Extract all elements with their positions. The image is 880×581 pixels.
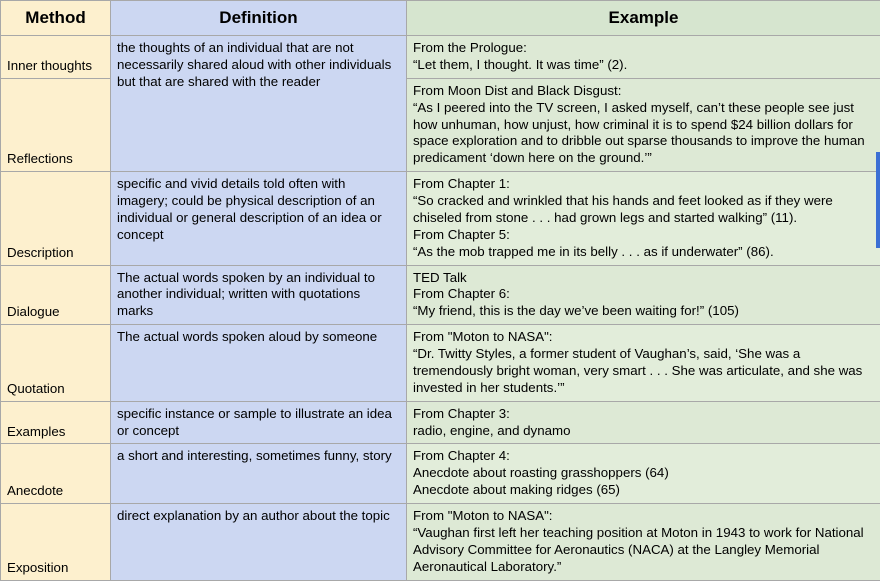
selection-accent-bar	[876, 152, 880, 248]
method-name: Reflections	[1, 78, 111, 171]
method-name: Quotation	[1, 325, 111, 402]
example-source: From Chapter 5:	[413, 227, 874, 244]
table-row	[1, 504, 880, 581]
definition-text: specific instance or sample to illustrate an idea or concept	[111, 401, 407, 444]
example-text: “Vaughan first left her teaching position at Moton in 1943 to work for National Advisory Committee for Aeronautics (NACA) at the Langley Memorial Aeronautical Laboratory.”	[413, 525, 874, 576]
example-source: From Chapter 1:	[413, 176, 874, 193]
example-text: Anecdote about making ridges (65)	[413, 482, 874, 499]
example-source: From "Moton to NASA":	[413, 329, 874, 346]
column-header-definition: Definition	[111, 1, 407, 36]
table-row	[1, 401, 880, 444]
method-name: Inner thoughts	[1, 36, 111, 79]
definition-text: direct explanation by an author about the topic	[111, 504, 407, 581]
example-text: “Let them, I thought. It was time” (2).	[413, 57, 874, 74]
definition-text: The actual words spoken by an individual to another individual; written with quotations marks	[111, 265, 407, 325]
table-header-row	[1, 1, 880, 36]
example-cell	[407, 265, 880, 325]
example-source: From Chapter 6:	[413, 286, 874, 303]
method-name: Description	[1, 172, 111, 265]
example-text: “Dr. Twitty Styles, a former student of Vaughan’s, said, ‘She was a tremendously bright woman, very smart . . . She was articulate, and she was invested in her students.’”	[413, 346, 874, 397]
example-source: From Moon Dist and Black Disgust:	[413, 83, 874, 100]
example-text: “My friend, this is the day we’ve been waiting for!” (105)	[413, 303, 874, 320]
table-row	[1, 36, 880, 79]
definition-text: the thoughts of an individual that are not necessarily shared aloud with other individuals but that are shared with the reader	[111, 36, 407, 172]
table-body	[1, 36, 880, 581]
example-text: “So cracked and wrinkled that his hands and feet looked as if they were chiseled from stone . . . had grown legs and started walking” (11).	[413, 193, 874, 227]
method-name: Anecdote	[1, 444, 111, 504]
column-header-example: Example	[407, 1, 880, 36]
definition-text: a short and interesting, sometimes funny, story	[111, 444, 407, 504]
example-source: From Chapter 4:	[413, 448, 874, 465]
example-cell	[407, 401, 880, 444]
table-header	[1, 1, 880, 36]
example-source: TED Talk	[413, 270, 874, 287]
example-source: From Chapter 3:	[413, 406, 874, 423]
method-name: Dialogue	[1, 265, 111, 325]
example-cell	[407, 444, 880, 504]
example-cell	[407, 78, 880, 171]
table-row	[1, 172, 880, 265]
example-text: Anecdote about roasting grasshoppers (64)	[413, 465, 874, 482]
example-cell	[407, 504, 880, 581]
definition-text: The actual words spoken aloud by someone	[111, 325, 407, 402]
example-cell	[407, 172, 880, 265]
example-source: From the Prologue:	[413, 40, 874, 57]
method-name: Examples	[1, 401, 111, 444]
method-name: Exposition	[1, 504, 111, 581]
example-text: “As the mob trapped me in its belly . . . as if underwater” (86).	[413, 244, 874, 261]
column-header-method: Method	[1, 1, 111, 36]
example-cell	[407, 325, 880, 402]
example-cell	[407, 36, 880, 79]
example-text: “As I peered into the TV screen, I asked myself, can’t these people see just how unhuman, how unjust, how criminal it is to spend $24 billion dollars for space exploration and to dribble out sparse thousands to improve the human predicament ‘down here on the ground.’”	[413, 100, 874, 168]
example-source: From "Moton to NASA":	[413, 508, 874, 525]
table-row	[1, 444, 880, 504]
table-row	[1, 325, 880, 402]
example-text: radio, engine, and dynamo	[413, 423, 874, 440]
table-row	[1, 265, 880, 325]
definition-text: specific and vivid details told often with imagery; could be physical description of an individual or general description of an idea or concept	[111, 172, 407, 265]
